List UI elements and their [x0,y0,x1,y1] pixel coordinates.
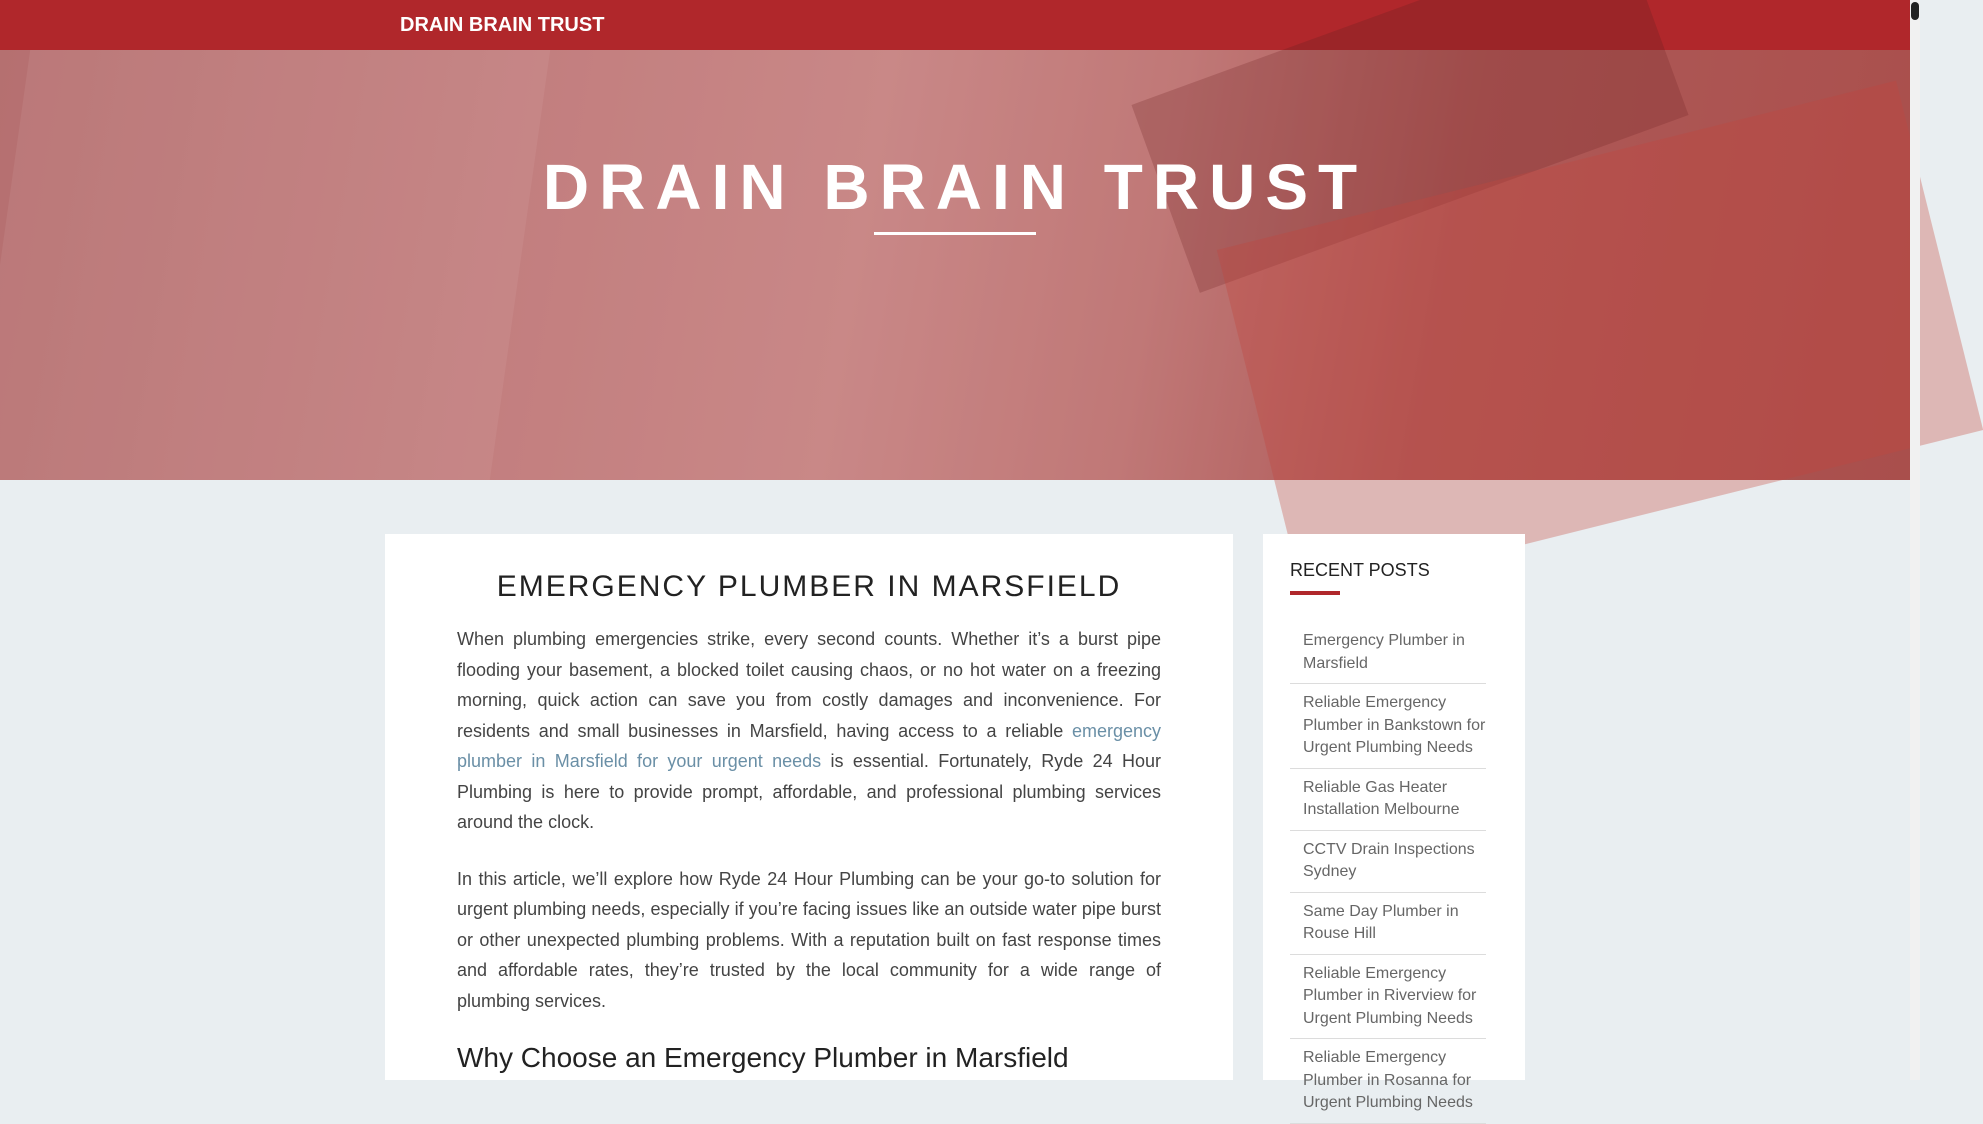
hero-site-title: DRAIN BRAIN TRUST [542,151,1368,223]
list-item [1290,1039,1486,1124]
page-scrollbar[interactable] [1910,0,1920,1080]
article-subheading: Why Choose an Emergency Plumber in Marsfield [457,1042,1069,1073]
article-title: EMERGENCY PLUMBER IN MARSFIELD [496,570,1122,603]
hero-banner [0,50,1910,480]
hero-tint-overlay [0,50,1910,480]
recent-post-link[interactable]: Reliable Emergency Plumber in Riverview for Urgent Plumbing Needs [1303,964,1477,1027]
paragraph-text: When plumbing emergencies strike, every second counts. Whether it’s a burst pipe flooding your basement, a blocked toilet causing chaos, or no hot water on a freezing morning, quick action can save you from costly damages and inconvenience. For residents and small businesses in Marsfield, having access to a reliable [457,629,1161,741]
hero-title-underline [874,232,1036,235]
recent-post-link[interactable]: Reliable Gas Heater Installation Melbourne [1303,778,1460,818]
article-card [385,534,1233,1080]
list-item [1290,769,1486,831]
list-item [1290,622,1486,684]
recent-post-link[interactable]: Reliable Emergency Plumber in Bankstown for Urgent Plumbing Needs [1303,694,1486,756]
article-paragraph: In this article, we’ll explore how Ryde 24 Hour Plumbing can be your go-to solution for urgent plumbing needs, especially if you’re facing issues like an outside water pipe burst or other unexpected plumbing problems. With a reputation built on fast response times and affordable rates, they’re trusted by the local community for a wide range of plumbing services. [457,868,1161,1011]
list-item [1290,955,1486,1040]
widget-title: RECENT POSTS [1290,560,1430,580]
sidebar-widget [1263,534,1525,1111]
recent-post-link[interactable]: CCTV Drain Inspections Sydney [1303,840,1475,880]
scrollbar-thumb[interactable] [1911,2,1919,20]
emergency-plumber-link[interactable]: emergency plumber in Marsfield for your urgent needs [457,720,1161,771]
recent-post-link[interactable]: Reliable Emergency Plumber in Rosanna for Urgent Plumbing Needs [1303,1049,1473,1111]
article-content [385,624,1233,1074]
recent-posts-list [1290,622,1486,1124]
article-paragraph [457,624,1161,838]
paragraph-text: is essential. Fortunately, Ryde 24 Hour Plumbing is here to provide prompt, affordable, and professional plumbing services around the clock. [457,751,1161,832]
list-item [1290,893,1486,955]
list-item [1290,831,1486,893]
list-item [1290,684,1486,769]
site-brand-link[interactable]: DRAIN BRAIN TRUST [400,14,605,36]
recent-post-link[interactable]: Emergency Plumber in Marsfield [1303,632,1465,672]
recent-post-link[interactable]: Same Day Plumber in Rouse Hill [1303,902,1459,942]
widget-title-accent-bar [1290,591,1340,595]
